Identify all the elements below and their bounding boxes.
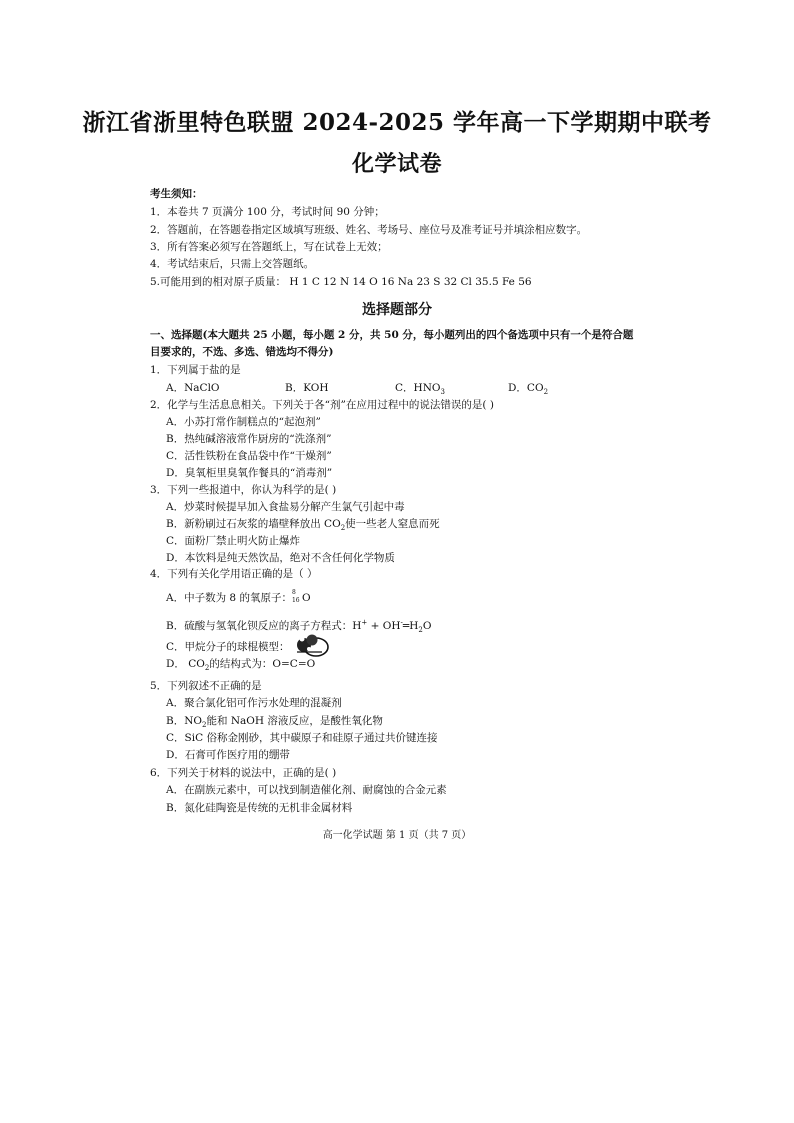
question-6-stem: 6．下列关于材料的说法中，正确的是( ) bbox=[150, 767, 337, 779]
page-title: 浙江省浙里特色联盟 2024-2025 学年高一下学期期中联考 bbox=[82, 109, 712, 136]
question-3-option-c: C．面粉厂禁止明火防止爆炸 bbox=[166, 535, 301, 547]
notice-item-4: 4．考试结束后，只需上交答题纸。 bbox=[150, 258, 315, 270]
question-3-option-a: A．炒菜时候提早加入食盐易分解产生氯气引起中毒 bbox=[166, 501, 405, 513]
nuclide-notation: 8 16 bbox=[291, 589, 300, 604]
question-3-option-b: B．新粉刷过石灰浆的墙壁释放出 $CO_2$使一些老人窒息而死 bbox=[166, 518, 440, 533]
question-2-option-b: B．热纯碱溶液常作厨房的“洗涤剂” bbox=[166, 433, 332, 445]
question-5-option-a: A．聚合氯化铝可作污水处理的混凝剂 bbox=[166, 697, 342, 709]
notice-heading: 考生须知： bbox=[150, 188, 203, 200]
question-1-stem: 1．下列属于盐的是 bbox=[150, 364, 241, 376]
question-4-option-b: B．硫酸与氢氧化钡反应的离子方程式：$H^+ + OH^-═H_2O$ bbox=[166, 618, 432, 635]
instructions-line-1: 一、选择题(本大题共 25 小题，每小题 2 分，共 50 分，每小题列出的四个备选项中只有一个是符合题 bbox=[150, 329, 634, 341]
question-6-option-b: B．氮化硅陶瓷是传统的无机非金属材料 bbox=[166, 802, 353, 814]
instructions-line-2: 目要求的，不选、多选、错选均不得分) bbox=[150, 346, 334, 358]
section-title: 选择题部分 bbox=[362, 302, 432, 318]
page-footer: 高一化学试题 第 1 页（共 7 页） bbox=[322, 830, 472, 841]
question-4-stem: 4．下列有关化学用语正确的是（ ） bbox=[150, 568, 318, 580]
question-5-option-c: C．SiC 俗称金刚砂，其中碳原子和硅原子通过共价键连接 bbox=[166, 732, 438, 744]
question-4-option-a: A．中子数为 8 的氧原子： 8 16 O bbox=[166, 589, 311, 604]
question-4-option-d: D． $CO_2$的结构式为：O=C=O bbox=[166, 658, 316, 673]
question-1-option-b: B．KOH bbox=[285, 382, 329, 394]
methane-ball-and-stick-model-image bbox=[292, 634, 332, 658]
question-6-option-a: A．在副族元素中，可以找到制造催化剂、耐腐蚀的合金元素 bbox=[166, 784, 447, 796]
question-1-option-d: D．$CO_2$ bbox=[508, 382, 549, 397]
notice-item-5: 5.可能用到的相对原子质量： H 1 C 12 N 14 O 16 Na 23 S 32 Cl 35.5 Fe 56 bbox=[150, 276, 532, 288]
question-5-option-d: D．石膏可作医疗用的绷带 bbox=[166, 749, 290, 761]
question-1-option-c: C．$HNO_3$ bbox=[395, 382, 445, 397]
question-2-stem: 2．化学与生活息息相关。下列关于各“剂”在应用过程中的说法错误的是( ) bbox=[150, 399, 494, 411]
question-2-option-a: A．小苏打常作制糕点的“起泡剂” bbox=[166, 416, 321, 428]
question-5-option-b: B．$NO_2$能和 NaOH 溶液反应，是酸性氧化物 bbox=[166, 715, 383, 730]
question-3-stem: 3．下列一些报道中，你认为科学的是( ) bbox=[150, 484, 337, 496]
question-2-option-d: D．臭氧柜里臭氧作餐具的“消毒剂” bbox=[166, 467, 333, 479]
question-2-option-c: C．活性铁粉在食品袋中作“干燥剂” bbox=[166, 450, 332, 462]
notice-item-1: 1．本卷共 7 页满分 100 分，考试时间 90 分钟； bbox=[150, 206, 385, 218]
question-1-option-a: A．NaClO bbox=[166, 382, 220, 394]
notice-item-2: 2．答题前，在答题卷指定区域填写班级、姓名、考场号、座位号及准考证号并填涂相应数字。 bbox=[150, 224, 588, 236]
page-subtitle: 化学试卷 bbox=[351, 151, 442, 177]
question-5-stem: 5．下列叙述不正确的是 bbox=[150, 680, 262, 692]
notice-item-3: 3．所有答案必须写在答题纸上，写在试卷上无效； bbox=[150, 241, 388, 253]
question-4-option-c: C．甲烷分子的球棍模型： bbox=[166, 634, 332, 658]
question-3-option-d: D．本饮料是纯天然饮品，绝对不含任何化学物质 bbox=[166, 552, 395, 564]
